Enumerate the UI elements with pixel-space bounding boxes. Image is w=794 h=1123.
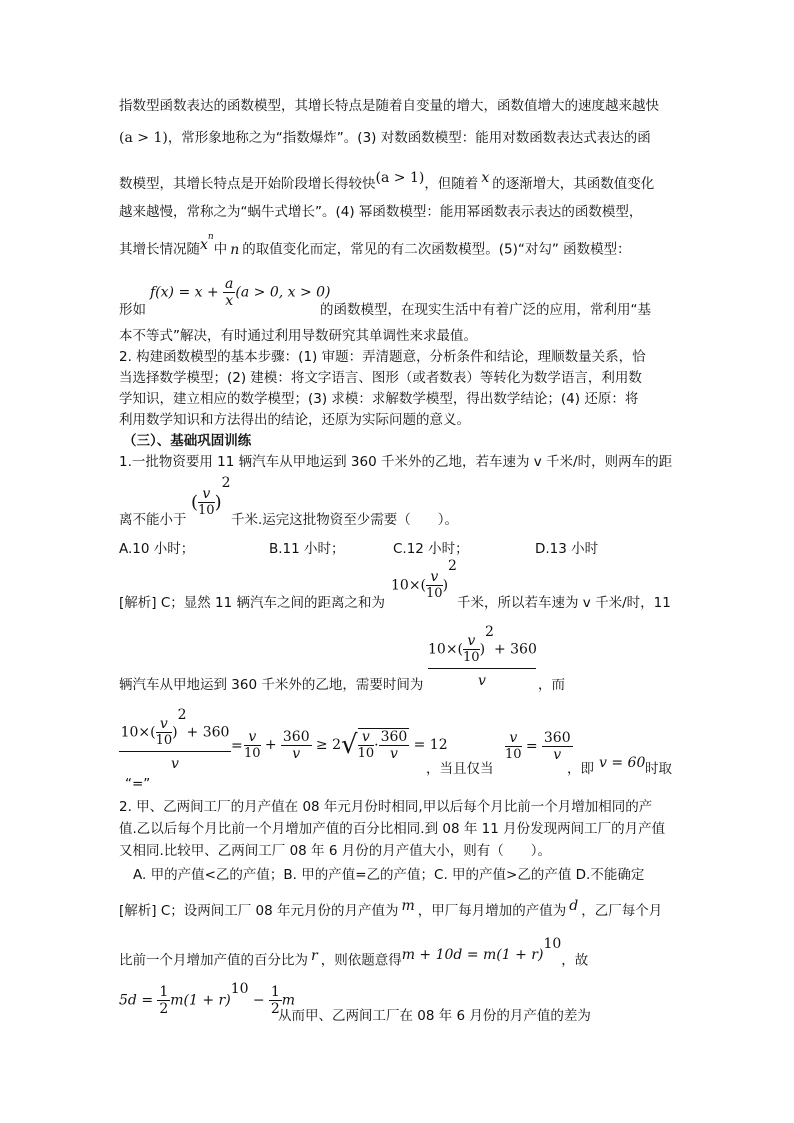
option-b: B.11 小时；	[269, 541, 345, 557]
times-sign: ×(	[138, 724, 156, 741]
frac-den: v	[389, 746, 398, 762]
math-expr: f(x) = x +	[150, 284, 219, 301]
frac-num	[428, 624, 537, 669]
math-var: x	[200, 236, 208, 253]
frac-den: 10	[505, 747, 522, 762]
frac-den: 10	[244, 745, 261, 761]
math-expr: m(1 + r)	[170, 992, 231, 1009]
frac-num: 360	[380, 729, 408, 745]
text-line	[119, 170, 655, 193]
math-time-expr	[428, 624, 537, 689]
math-var: r	[311, 947, 318, 964]
text-span: 的取值变化而定，常见的有二次函数模型。(5)“对勾” 函数模型：	[242, 241, 631, 258]
option-a: A.10 小时；	[119, 541, 195, 557]
text-line: 1.一批物资要用 11 辆汽车从甲地运到 360 千米外的乙地，若车速为 v 千米/时，则两车的距	[119, 454, 673, 470]
equals-sign: =	[525, 738, 538, 755]
math-fraction	[198, 486, 215, 519]
math-var: x	[481, 170, 490, 186]
text-span: ，但随着	[424, 176, 479, 192]
solution-line: [解析] C；显然 11 辆汽车之间的距离之和为	[119, 595, 386, 611]
frac-den: v	[553, 747, 562, 763]
text-span: 数模型，其增长特点是开始阶段增长得较快	[119, 176, 376, 192]
math-expr: 10×(	[391, 577, 427, 594]
frac-num: v	[198, 486, 215, 503]
frac-num: 360	[282, 728, 310, 745]
frac-den: 2	[159, 1001, 169, 1017]
text-line: 当选择数学模型；(2) 建模：将文字语言、图形（或者数表）等转化为数学语言，利用数	[119, 370, 642, 386]
text-line	[119, 129, 651, 147]
math-condition: (a > 1)	[375, 170, 425, 186]
ge-sign: ≥ 2	[315, 737, 341, 753]
text-span: “=”	[125, 776, 151, 792]
math-formula-f	[150, 276, 331, 309]
text-span: ，故	[561, 952, 589, 969]
paren: )	[479, 641, 486, 658]
minus-sign: −	[252, 992, 265, 1009]
section-title: （三）、基础巩固训练	[123, 433, 252, 449]
text-line: 本不等式”解决，有时通过利用导数研究其单调性来求最值。	[119, 328, 477, 344]
text-span: ，常形象地称之为“指数爆炸”。(3) 对数函数模型：能用对数函数表达式表达的函	[167, 130, 651, 146]
paren: )	[172, 724, 178, 741]
frac-num: v	[244, 729, 261, 746]
math-var: d	[569, 898, 579, 914]
math-sup: 10	[543, 936, 562, 952]
frac-den: x	[225, 293, 234, 309]
frac-den: v	[478, 673, 486, 689]
text-span: 其增长情况随	[119, 241, 200, 258]
math-fraction	[157, 984, 170, 1017]
math-expr: m + 10d = m(1 + r)	[401, 946, 544, 963]
text-line: 利用数学知识和方法得出的结论，还原为实际问题的意义。	[119, 412, 470, 428]
math-var: m	[281, 992, 296, 1009]
sqrt-sign: √	[341, 730, 358, 760]
solution-line: ，而	[538, 677, 565, 693]
solution-line	[119, 898, 663, 920]
math-5d-expr	[119, 981, 296, 1017]
text-span: 比前一个月增加产值的百分比为	[119, 952, 308, 969]
frac-num: a	[225, 276, 234, 292]
text-span: 千米.运完这批物资至少需要（ ）。	[231, 512, 459, 528]
math-fraction	[281, 729, 312, 762]
math-expr: + 360	[186, 724, 230, 741]
math-condition: (a > 1)	[119, 130, 168, 146]
math-sum-expr	[391, 558, 457, 602]
frac-num: v	[505, 730, 522, 747]
math-sup: 2	[485, 624, 494, 640]
option-c: C.12 小时；	[393, 541, 469, 557]
frac-den: 10	[463, 650, 480, 665]
text-span: 中	[213, 241, 228, 258]
text-span: ，当且仅当	[426, 761, 494, 777]
text-span: ，则依题意得	[320, 952, 402, 969]
math-fraction	[379, 729, 410, 762]
math-sup: n	[207, 232, 214, 242]
frac-den: 2	[270, 1001, 280, 1017]
math-expr: 5d =	[119, 992, 154, 1009]
text-line: 越来越慢，常称之为“蜗牛式增长”。(4) 幂函数模型：能用幂函数表示表达的函数模型，	[119, 204, 643, 220]
math-expr: + 360	[493, 641, 537, 658]
frac-num: 1	[159, 984, 169, 1000]
frac-num: v	[358, 729, 375, 746]
math-fraction	[358, 729, 375, 762]
math-num: 10	[428, 641, 446, 658]
text-line: 值.乙以后每个月比前一个月增加产值的百分比相同.到 08 年 11 月份发现两间工厂的月产值	[119, 821, 666, 837]
math-sup: 2	[448, 558, 457, 574]
paren: )	[214, 492, 222, 513]
options-line: A. 甲的产值<乙的产值；B. 甲的产值=乙的产值；C. 甲的产值>乙的产值 D.不能确定	[133, 867, 645, 883]
frac-den: v	[292, 745, 301, 762]
math-sup: 2	[177, 707, 187, 723]
math-fraction	[426, 569, 443, 602]
math-fraction-row	[244, 728, 448, 762]
text-line: 指数型函数表达的函数模型，其增长特点是随着自变量的增大，函数值增大的速度越来越快	[119, 98, 659, 114]
math-sup: 10	[230, 981, 249, 997]
text-span: ，即	[567, 761, 594, 777]
frac-den: v	[171, 756, 179, 772]
frac-num: v	[156, 716, 173, 733]
frac-num	[119, 707, 231, 752]
text-span: ，乙厂每个月	[581, 903, 663, 919]
frac-num: 360	[543, 730, 571, 746]
solution-line	[119, 936, 589, 970]
frac-num: v	[463, 633, 480, 650]
math-fraction	[223, 276, 235, 309]
frac-num: v	[426, 569, 443, 586]
dot-sign: ·	[374, 737, 379, 754]
math-var: n	[230, 241, 240, 258]
math-condition-eq	[505, 730, 573, 763]
text-span: ，甲厂每月增加的产值为	[417, 903, 567, 919]
solution-line: 千米，所以若车速为 v 千米/时，11	[457, 595, 671, 611]
solution-line: 辆汽车从甲地运到 360 千米外的乙地，需要时间为	[119, 677, 424, 693]
math-fraction	[505, 730, 522, 763]
frac-den: 10	[426, 586, 443, 601]
math-condition: (a > 0, x > 0)	[235, 284, 331, 301]
text-span: 离不能小于	[119, 512, 187, 528]
sqrt-body	[358, 728, 410, 762]
frac-den: 10	[198, 503, 215, 518]
math-sup: 2	[221, 475, 231, 491]
text-line: 2. 构建函数模型的基本步骤：(1) 审题：弄清题意，分析条件和结论，理顺数量关系，恰	[119, 349, 646, 365]
math-var: m	[401, 898, 415, 914]
frac-num: 1	[270, 984, 280, 1000]
text-span: 的函数模型，在现实生活中有着广泛的应用，常利用“基	[320, 302, 651, 318]
math-fraction	[463, 633, 480, 666]
plus-sign: +	[264, 737, 277, 753]
text-span: [解析] C；设两间工厂 08 年元月份的月产值为	[119, 903, 399, 919]
option-d: D.13 小时	[535, 541, 599, 557]
text-span: 时取	[645, 761, 672, 777]
text-line: 2. 甲、乙两间工厂的月产值在 08 年元月份时相同,甲以后每个月比前一个月增加相同的产	[119, 799, 653, 815]
math-fraction	[244, 729, 261, 762]
text-span: 从而甲、乙两间工厂在 08 年 6 月份的月产值的差为	[278, 1008, 591, 1024]
math-expr: v = 60	[599, 755, 646, 771]
math-fraction-sq	[191, 475, 231, 519]
math-big-fraction	[119, 707, 231, 772]
frac-den: 10	[357, 746, 375, 761]
text-line	[119, 232, 631, 259]
text-span: 的逐渐增大，其函数值变化	[492, 176, 655, 192]
equals-sign: =	[231, 738, 243, 754]
math-fraction	[156, 716, 173, 749]
math-num: 10	[120, 724, 139, 741]
math-result: = 12	[413, 737, 448, 753]
times-sign: ×(	[445, 641, 464, 658]
text-span: 形如	[119, 302, 146, 318]
paren: (	[191, 492, 199, 513]
paren: )	[442, 577, 449, 594]
text-line: 学知识，建立相应的数学模型；(3) 求模：求解数学模型，得出数学结论；(4) 还原：将	[119, 391, 639, 407]
frac-den: 10	[155, 733, 173, 748]
text-line: 又相同.比较甲、乙两间工厂 08 年 6 月份的月产值大小，则有（ ）。	[119, 843, 551, 859]
